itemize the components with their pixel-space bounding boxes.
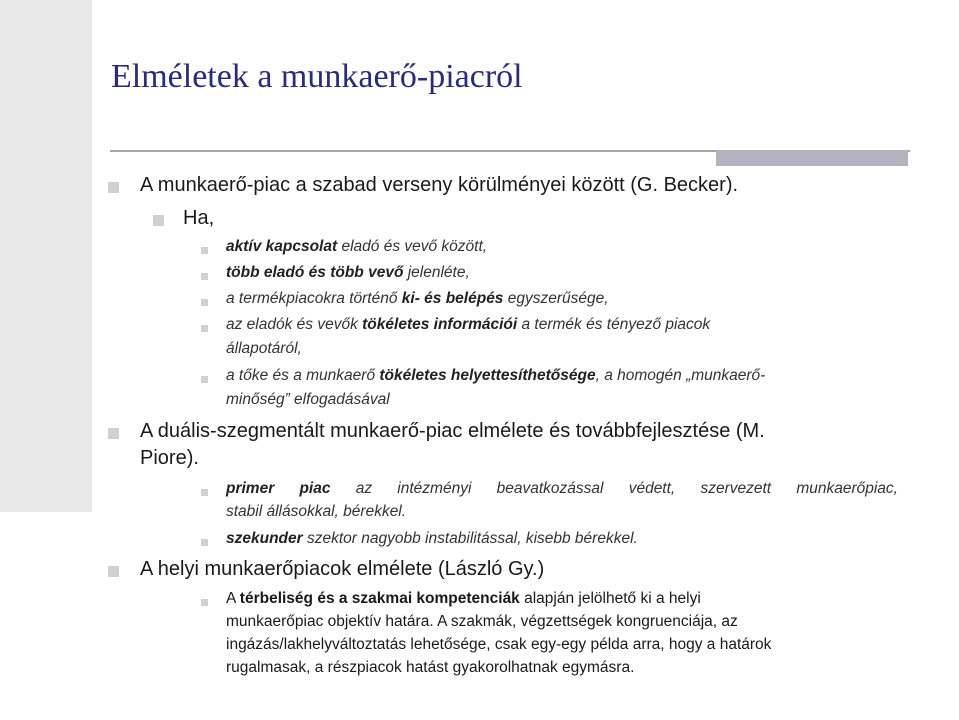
bullet-square-icon: [108, 428, 119, 439]
bullet-square-icon: [201, 376, 208, 383]
left-decorative-bar: [0, 0, 92, 512]
emphasis-text: tökéletes információi: [362, 316, 518, 333]
list-item-continuation: állapotáról,: [226, 340, 302, 357]
bullet-square-icon: [108, 182, 119, 193]
item-text: eladó és vevő között,: [337, 238, 488, 255]
item-text: az intézményi beavatkozással védett, szervezett munkaerőpiac,: [330, 480, 898, 497]
emphasis-text: aktív kapcsolat: [226, 238, 338, 255]
accent-bar: [716, 150, 908, 166]
bullet-square-icon: [108, 566, 119, 577]
bullet-square-icon: [201, 299, 208, 306]
list-item: [226, 264, 470, 282]
bullet-square-icon: [201, 325, 208, 332]
bullet-square-icon: [153, 215, 164, 226]
bullet-square-icon: [201, 599, 208, 606]
slide-title: Elméletek a munkaerő-piacról: [111, 58, 523, 95]
list-item: [226, 316, 710, 334]
list-item-continuation: minőség” elfogadásával: [226, 391, 390, 408]
list-item: [226, 238, 487, 256]
item-text: , a homogén „munkaerő-: [595, 367, 766, 384]
list-item-continuation: rugalmasak, a részpiacok hatást gyakorolhatnak egymásra.: [226, 659, 635, 676]
bullet-square-icon: [201, 489, 208, 496]
item-text: az eladók és vevők: [226, 316, 363, 333]
list-item: [226, 530, 638, 548]
item-text: A: [226, 590, 240, 607]
emphasis-text: szekunder: [226, 530, 303, 547]
emphasis-text: primer piac: [226, 480, 331, 497]
list-item: [226, 367, 765, 385]
emphasis-text: több eladó és több vevő: [226, 264, 404, 281]
emphasis-text: ki- és belépés: [401, 290, 504, 307]
item-text: egyszerűsége,: [503, 290, 609, 307]
item-text: alapján jelölhető ki a helyi: [519, 590, 701, 607]
list-item-continuation: stabil állásokkal, bérekkel.: [226, 503, 407, 520]
bullet-square-icon: [201, 273, 208, 280]
item-text: szektor nagyobb instabilitással, kisebb bérekkel.: [302, 530, 638, 547]
bullet-square-icon: [201, 247, 208, 254]
bullet-square-icon: [201, 539, 208, 546]
section1-subheading: Ha,: [183, 207, 215, 229]
list-item-continuation: munkaerőpiac objektív határa. A szakmák, végzettségek kongruenciája, az: [226, 613, 738, 630]
section3-heading: A helyi munkaerőpiacok elmélete (László Gy.): [140, 558, 545, 580]
list-item: [226, 480, 898, 498]
section2-heading: A duális-szegmentált munkaerő-piac elmélete és továbbfejlesztése (M.: [140, 420, 765, 442]
section2-heading-continuation: Piore).: [140, 447, 199, 469]
list-item: [226, 290, 609, 308]
emphasis-text: térbeliség és a szakmai kompetenciák: [239, 590, 520, 607]
item-text: a termék és tényező piacok: [517, 316, 711, 333]
item-text: a termékpiacokra történő: [226, 290, 402, 307]
list-item: [226, 590, 701, 608]
item-text: a tőke és a munkaerő: [226, 367, 380, 384]
emphasis-text: tökéletes helyettesíthetősége: [379, 367, 596, 384]
section1-heading: A munkaerő-piac a szabad verseny körülményei között (G. Becker).: [140, 174, 739, 196]
item-text: jelenléte,: [403, 264, 470, 281]
list-item-continuation: ingázás/lakhelyváltoztatás lehetősége, csak egy-egy példa arra, hogy a határok: [226, 636, 772, 653]
